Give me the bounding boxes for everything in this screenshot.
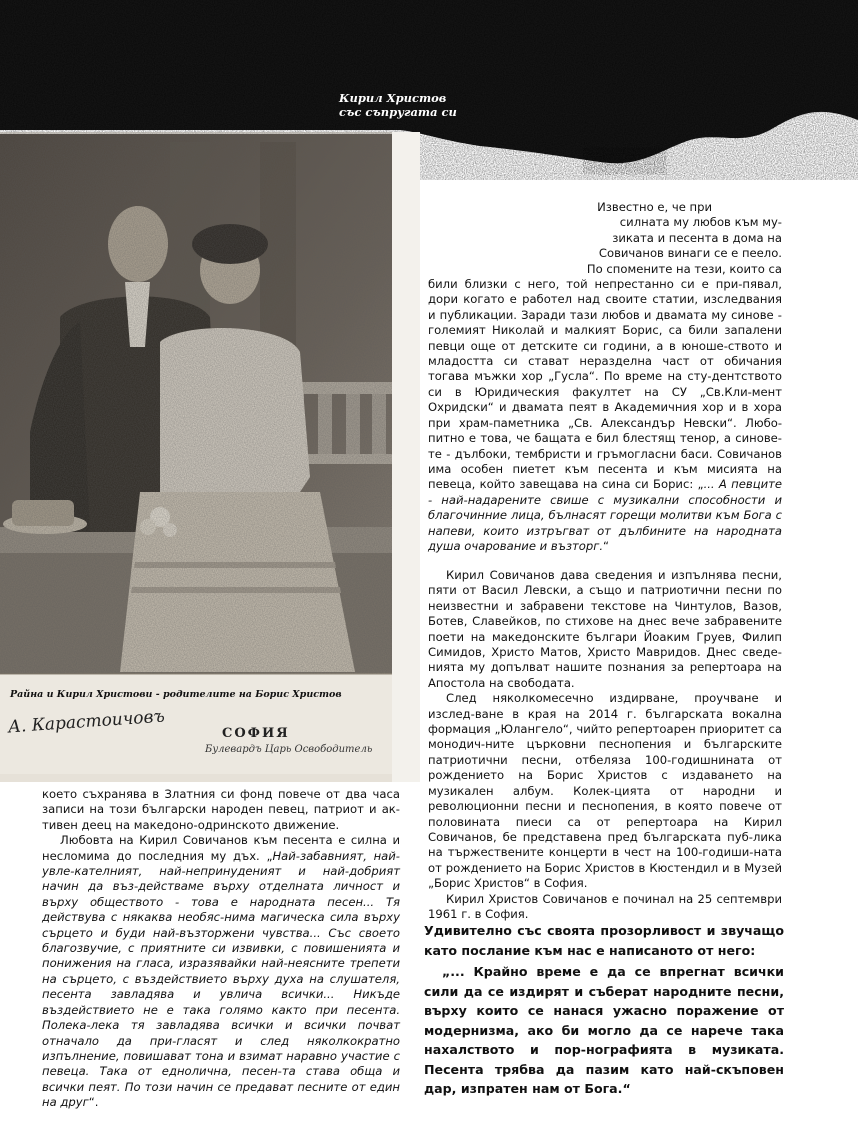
paragraph-text: Любовта на Кирил Совичанов към песента е силна и несломима до последния му дъх. „ <box>42 833 400 863</box>
text-line: Известно е, че при <box>597 200 712 214</box>
text-line: зиката и песента в дома на <box>612 230 782 245</box>
studio-city: СОФИЯ <box>222 726 290 741</box>
quote-close: “. <box>88 1095 99 1110</box>
paragraph <box>42 833 400 1110</box>
studio-signature: А. Карастоичовъ <box>7 706 166 738</box>
quote-close: “ <box>603 538 610 553</box>
text-line: силната му любов към му- <box>619 215 782 230</box>
quote-text: „... Крайно време е да се впрегнат всички сили да се издирят и съберат народните песни, върху които се нанася ужасно поражение от модернизма, ако би могло да се нарече така нахалството и пор-нографията в музиката. Песента трябва да пазим като най-скъповен дар, изпратен нам от Бога.“ <box>424 964 784 1096</box>
paragraph <box>428 277 782 554</box>
quote-intro: Удивително със своята прозорливост и звучащо като послание към нас е написаното от него: <box>424 923 784 958</box>
photo-caption-top <box>339 91 459 119</box>
paragraph: След няколкомесечно издирване, проучване и изслед-ване в края на 2014 г. българската вокална формация „Юлангело“, чийто репертоарен приоритет са монодич-ните църковни песнопения и българските патриотични песни, отбеляза 100-годишнината от рождението на Борис Христов с издаването на музикален албум. Колек-цията от народни и революционни песни и песнопения, в която повече от половината пиеси са от репертоара на Кирил Совичанов, бе представена пред българската пуб-лика на тържествените концерти в чест на 100-годиши-ната от рождението на Борис Христов в Кюстендил и в Музей „Борис Христов“ в София. <box>428 691 782 891</box>
bold-quote-block <box>424 921 784 1099</box>
right-column-top <box>428 200 782 554</box>
quote-text: Най-забавният, най-увле-кателният, най-непринуденият и най-добрият начин да въз-действаме върху отделната личност и върху обществото - това е народната песен... Тя действува с някаква необяс-нима магическа сила върху сърцето и буди най-възторжени чувства... Със своето благозвучие, с приятните си извивки, с повишенията и понижения на гласа, изразявайки най-неясните трепети на сърцето, с въздействието върху духа на слушателя, песента завладява и увлича всички... Никъде въздействието не е така голямо както при песента. Полека-лека тя завладява всички и всички почват отначало да при-гласят и след няколкократно изпълнение, повишават тона и взимат наравно участие с певеца. Така от едноличнa, песен-та става обща и всички пеят. По този начин се предават песните от един на друг <box>42 848 400 1110</box>
photo-description: Райна и Кирил Христови - родителите на Борис Христов <box>10 689 342 700</box>
paragraph: Кирил Совичанов дава сведения и изпълнява песни, пяти от Васил Левски, а също и патриотични песни по неизвестни и забравени текстове на Чинтулов, Вазов, Ботев, Славейков, по стихове на днес вече забравените поети на македонските българи Йоаким Груев, Филип Симидов, Христо Матов, Христо Мавридов. Днес сведе-нията му допълват нашите познания за репертоара на Апостола на свободата. <box>428 568 782 690</box>
vintage-photo <box>0 132 420 782</box>
right-column-main <box>428 568 782 922</box>
studio-address: Булевардъ Царь Освободитель <box>205 744 373 755</box>
left-column <box>42 787 400 1111</box>
quote-text: ... А певците - най-надарените свише с музикални способности и благочинние лица, бълнасят горещи молитви към Бога с напеви, които изтръгват от дълбините на народната душа очарование и възторг. <box>428 477 783 553</box>
paragraph: което съхранява в Златния си фонд повече от два часа записи на този български народен певец, патриот и ак-тивен деец на македоно-одринското движение. <box>42 787 400 832</box>
caption-line-1: Кирил Христов <box>339 91 447 105</box>
text-line: Совичанов винаги се е пеело. <box>598 246 782 261</box>
text-line: По спомените на тези, които са <box>586 261 782 276</box>
paragraph-text: били близки с него, той непрестанно си е при-пявал, дори когато е работел над своите статии, изследвания и публикации. Заради тази любов и двамата му синове - големият Николай и малкият Борис, са били запалени певци още от детските си години, а в юноше-ството и младостта си стават неразделна част от обичания тогава мъжки хор „Гусла“. По време на сту-дентството си в Юридическия факултет на СУ „Св.Кли-мент Охридски“ и двамата пеят в Академичния хор и в хора при храм-паметника „Св. Александър Невски“. Любо-питно е това, че бащата е бил блестящ тенор, а синове-те - дълбоки, тембристи и гръмогласни баси. Совичанов има особен пиетет към песента и към мисията на певеца, който завещава на сина си Борис: „ <box>428 277 782 492</box>
photo-image <box>0 132 420 782</box>
caption-line-2: със съпругата си <box>339 105 457 119</box>
paragraph: Кирил Христов Совичанов е починал на 25 септември 1961 г. в София. <box>428 891 782 921</box>
